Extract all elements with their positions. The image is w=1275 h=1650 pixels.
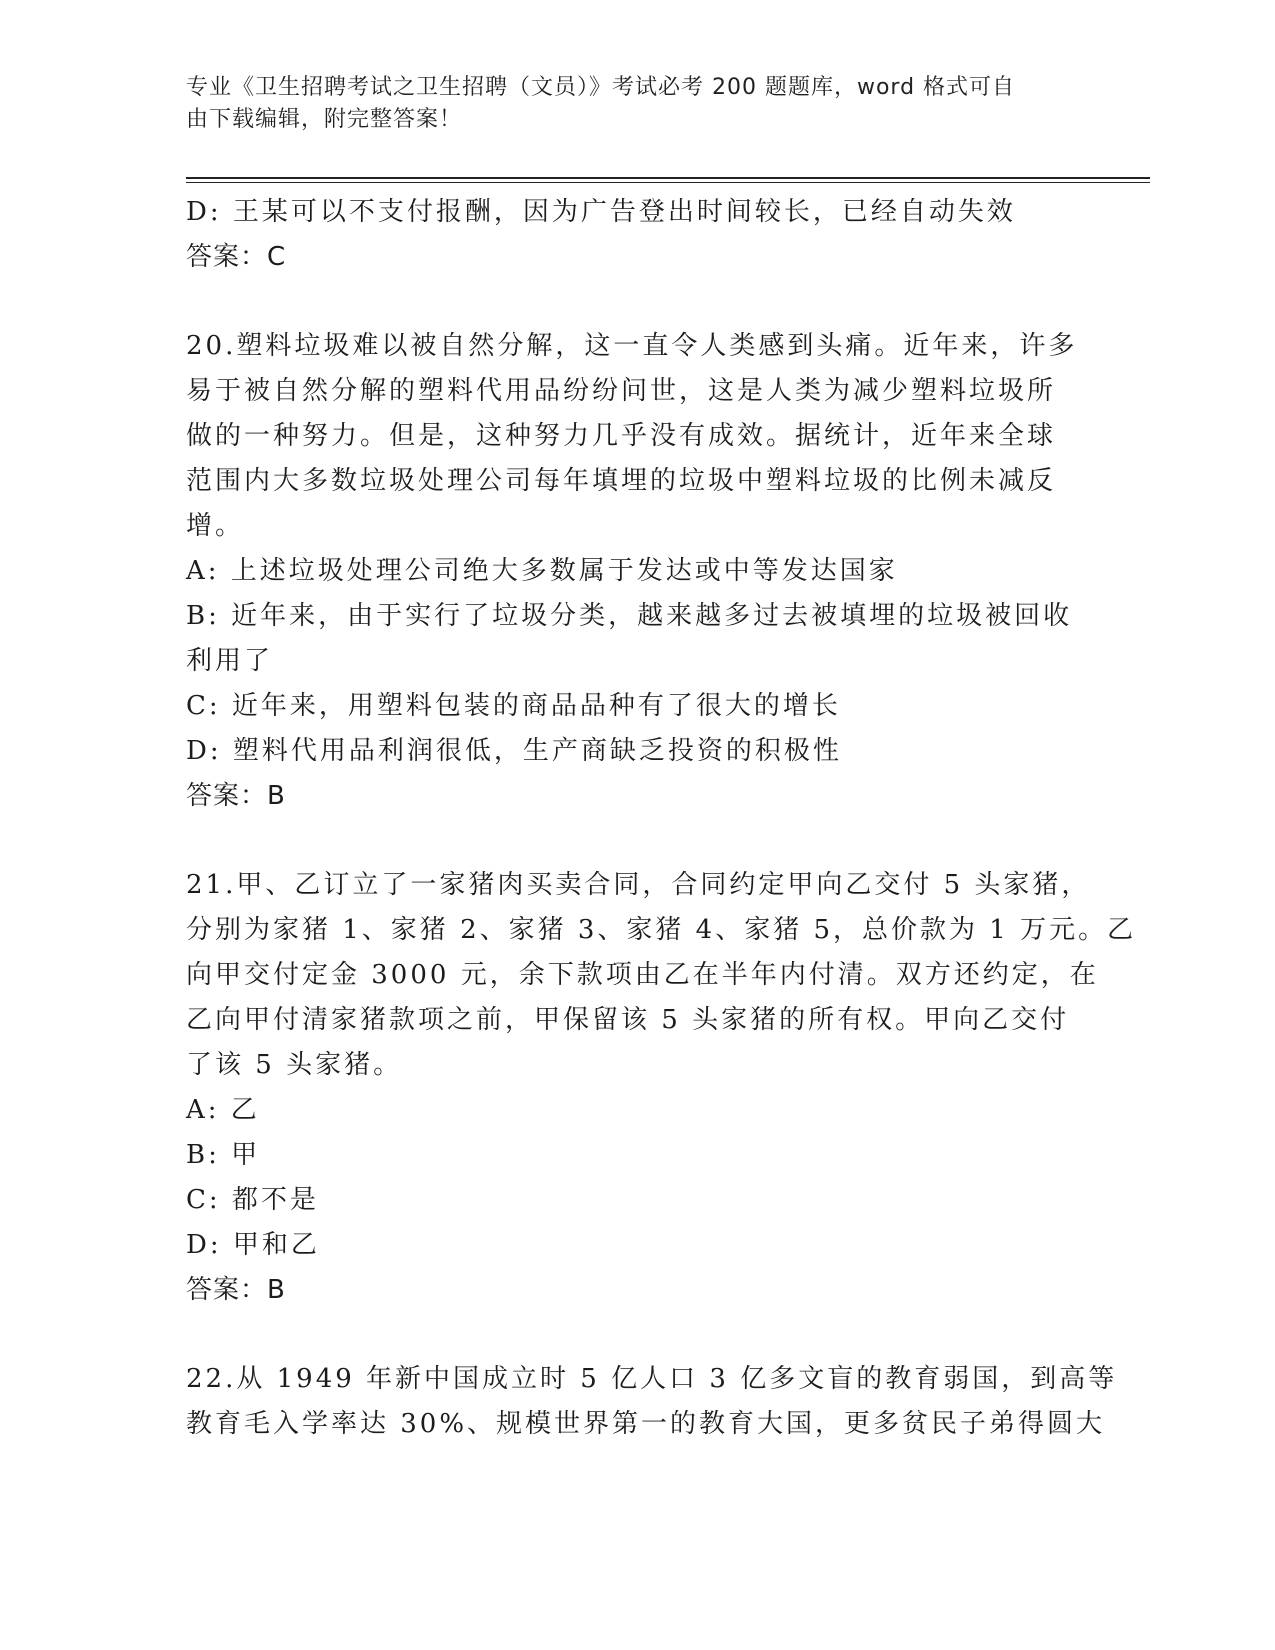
- option-d: D: 塑料代用品利润很低，生产商缺乏投资的积极性: [186, 736, 842, 766]
- option-b: B: 近年来，由于实行了垃圾分类，越来越多过去被填埋的垃圾被回收: [186, 601, 1073, 631]
- question-text-line: 教育毛入学率达 30%、规模世界第一的教育大国，更多贫民子弟得圆大: [186, 1409, 1106, 1439]
- question-20: [186, 324, 1076, 819]
- option-d: D: 王某可以不支付报酬，因为广告登出时间较长，已经自动失效: [186, 197, 1016, 227]
- page-content: [186, 190, 1137, 1447]
- option-b: B: 甲: [186, 1140, 261, 1170]
- option-c: C: 近年来，用塑料包装的商品品种有了很大的增长: [186, 691, 841, 721]
- question-text-line: 乙向甲付清家猪款项之前，甲保留该 5 头家猪的所有权。甲向乙交付: [186, 1005, 1070, 1035]
- question-text-line: 做的一种努力。但是，这种努力几乎没有成效。据统计，近年来全球: [186, 421, 1057, 451]
- answer: 答案：B: [186, 781, 286, 811]
- header-rule-thick: [186, 177, 1150, 179]
- option-a: A: 上述垃圾处理公司绝大多数属于发达或中等发达国家: [186, 556, 898, 586]
- option-d: D: 甲和乙: [186, 1230, 320, 1260]
- option-a: A: 乙: [186, 1095, 260, 1125]
- header-rule-thin: [186, 182, 1150, 183]
- question-text-line: 20.塑料垃圾难以被自然分解，这一直令人类感到头痛。近年来，许多: [186, 331, 1078, 361]
- answer: 答案：C: [186, 242, 287, 272]
- option-b-continued: 利用了: [186, 646, 274, 676]
- question-text-line: 范围内大多数垃圾处理公司每年填埋的垃圾中塑料垃圾的比例未减反: [186, 466, 1057, 496]
- previous-question-tail: [186, 190, 1076, 280]
- question-text-line: 分别为家猪 1、家猪 2、家猪 3、家猪 4、家猪 5，总价款为 1 万元。乙: [186, 915, 1137, 945]
- option-c: C: 都不是: [186, 1185, 319, 1215]
- question-21: [186, 863, 1137, 1313]
- answer: 答案：B: [186, 1275, 286, 1305]
- question-text-line: 向甲交付定金 3000 元，余下款项由乙在半年内付清。双方还约定，在: [186, 960, 1099, 990]
- question-text-line: 易于被自然分解的塑料代用品纷纷问世，这是人类为减少塑料垃圾所: [186, 376, 1057, 406]
- question-text-line: 22.从 1949 年新中国成立时 5 亿人口 3 亿多文盲的教育弱国，到高等: [186, 1364, 1118, 1394]
- question-text-line: 了该 5 头家猪。: [186, 1050, 403, 1080]
- header-line-1: 专业《卫生招聘考试之卫生招聘（文员）》考试必考 200 题题库，word 格式可自: [186, 75, 1016, 100]
- question-22: [186, 1357, 1118, 1447]
- header-line-2: 由下载编辑，附完整答案！: [186, 107, 463, 132]
- page-header: [186, 72, 1066, 136]
- question-text-line: 增。: [186, 511, 245, 541]
- question-text-line: 21.甲、乙订立了一家猪肉买卖合同，合同约定甲向乙交付 5 头家猪，: [186, 870, 1091, 900]
